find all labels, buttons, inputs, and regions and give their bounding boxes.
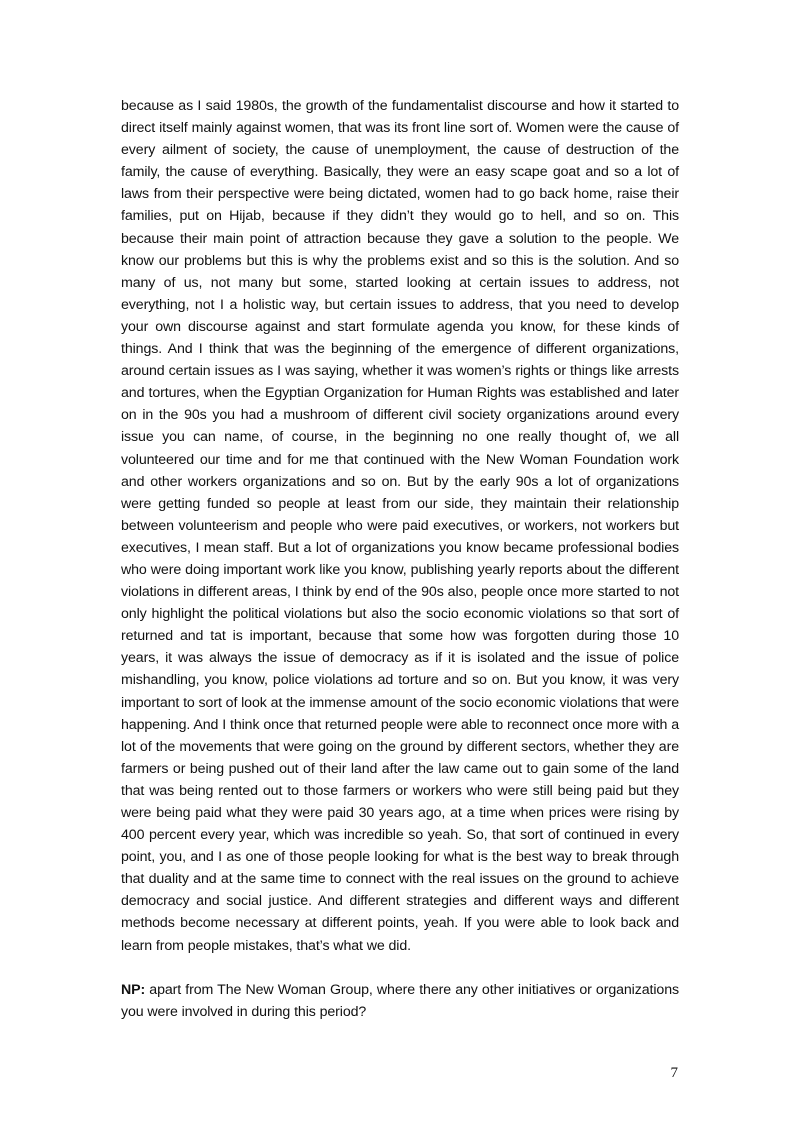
question-paragraph — [121, 979, 679, 1023]
transcript-text — [121, 95, 679, 1023]
question-text: apart from The New Woman Group, where there any other initiatives or organizations you were involved in during this period? — [121, 981, 679, 1020]
page-number: 7 — [670, 1065, 678, 1081]
answer-paragraph: because as I said 1980s, the growth of the fundamentalist discourse and how it started to direct itself mainly against women, that was its front line sort of. Women were the cause of every ailment of society, the cause of unemployment, the cause of destruction of the family, the cause of everything. Basically, they were an easy scape goat and so a lot of laws from their perspective were being dictated, women had to go back home, raise their families, put on Hijab, because if they didn’t they would go to hell, and so on. This because their main point of attraction because they gave a solution to the people. We know our problems but this is why the problems exist and so this is the solution. And so many of us, not many but some, started looking at certain issues to address, not everything, not I a holistic way, but certain issues to address, that you need to develop your own discourse against and start formulate agenda you know, for these kinds of things. And I think that was the beginning of the emergence of different organizations, around certain issues as I was saying, whether it was women’s rights or things like arrests and tortures, when the Egyptian Organization for Human Rights was established and later on in the 90s you had a mushroom of different civil society organizations around every issue you can name, of course, in the beginning no one really thought of, we all volunteered our time and for me that continued with the New Woman Foundation work and other workers organizations and so on. But by the early 90s a lot of organizations were getting funded so people at least from our side, they maintain their relationship between volunteerism and people who were paid executives, or workers, not workers but executives, I mean staff. But a lot of organizations you know became professional bodies who were doing important work like you know, publishing yearly reports about the different violations in different areas, I think by end of the 90s also, people once more started to not only highlight the political violations but also the socio economic violations so that sort of returned and tat is important, because that some how was forgotten during those 10 years, it was always the issue of democracy as if it is isolated and the issue of police mishandling, you know, police violations ad torture and so on. But you know, it was very important to sort of look at the immense amount of the socio economic violations that were happening. And I think once that returned people were able to reconnect once more with a lot of the movements that were going on the ground by different sectors, whether they are farmers or being pushed out of their land after the law came out to gain some of the land that was being rented out to those farmers or workers who were still being paid but they were being paid what they were paid 30 years ago, at a time when prices were rising by 400 percent every year, which was incredible so yeah. So, that sort of continued in every point, you, and I as one of those people looking for what is the best way to break through that duality and at the same time to connect with the real issues on the ground to achieve democracy and social justice. And different strategies and different ways and different methods become necessary at different points, yeah. If you were able to look back and learn from people mistakes, that’s what we did. — [121, 98, 679, 954]
speaker-label: NP: — [121, 981, 146, 998]
